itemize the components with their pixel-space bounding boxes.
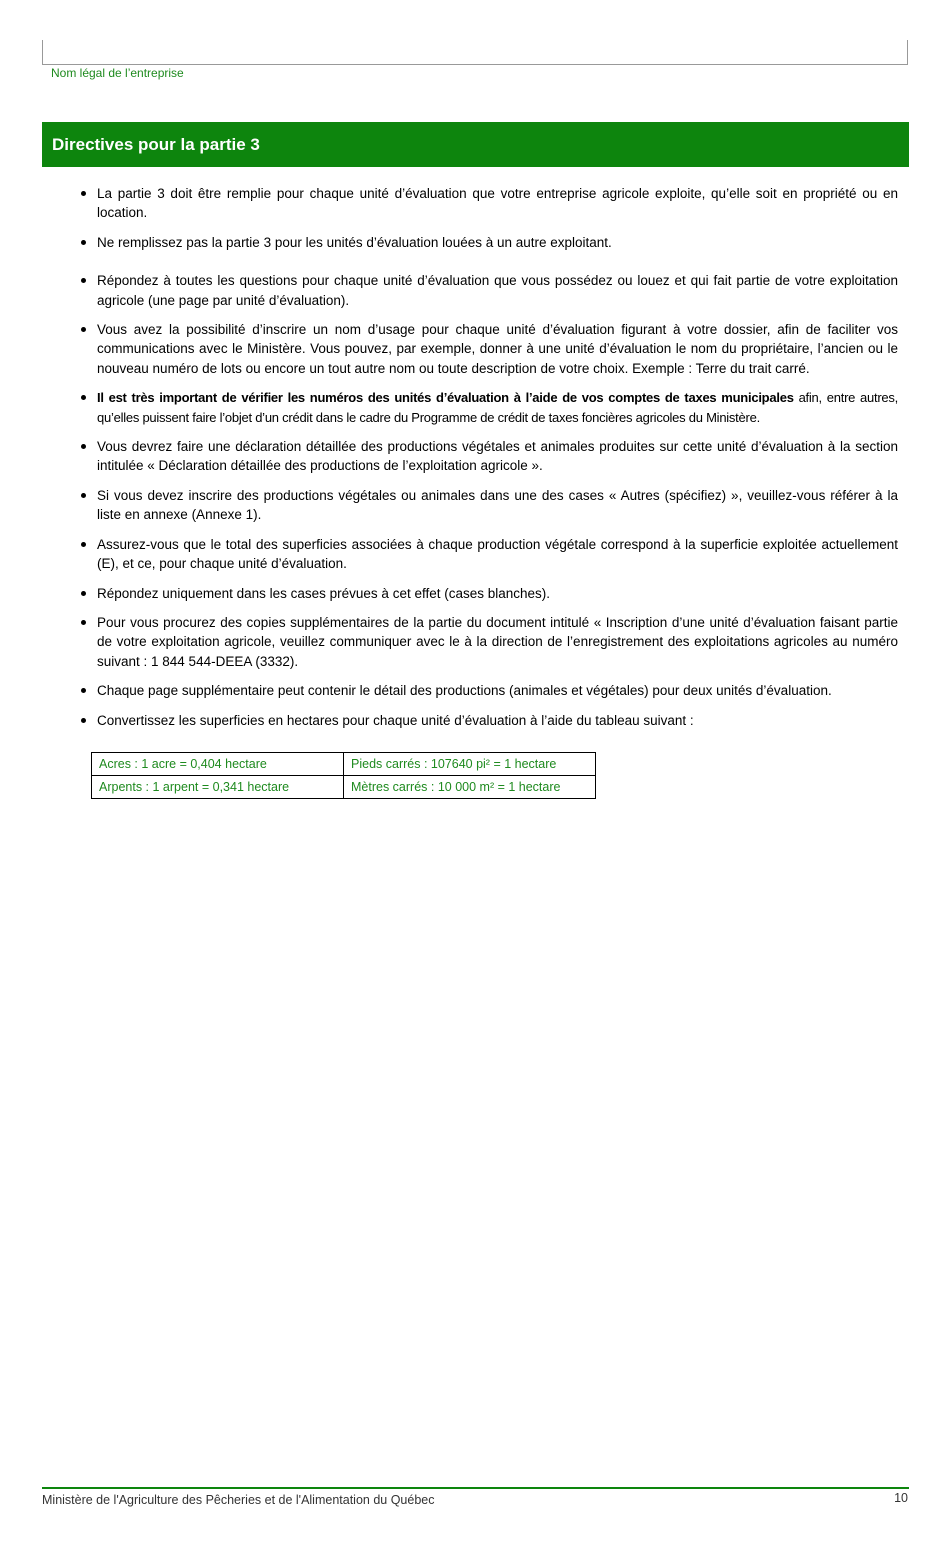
section-title: Directives pour la partie 3: [52, 135, 260, 154]
list-item: Si vous devez inscrire des productions végétales ou animales dans une des cases « Autres (spécifiez) », veuillez-vous référer à la liste en annexe (Annexe 1).: [80, 486, 898, 525]
table-cell: Pieds carrés : 107640 pi² = 1 hectare: [344, 753, 596, 776]
company-name-label: Nom légal de l’entreprise: [51, 66, 184, 80]
important-notice-rest: afin, entre autres, qu’elles puissent faire l’objet d’un crédit dans le cadre du Programme de crédit de taxes foncières agricoles du Ministère.: [97, 390, 899, 425]
table-cell: Acres : 1 acre = 0,404 hectare: [92, 753, 344, 776]
list-item: [80, 388, 898, 427]
list-item: Assurez-vous que le total des superficies associées à chaque production végétale correspond à la superficie exploitée actuellement (E), et ce, pour chaque unité d’évaluation.: [80, 535, 898, 574]
table-row: [92, 776, 596, 799]
conversion-table: [91, 752, 596, 799]
section-header: [42, 122, 909, 167]
footer-divider: [42, 1487, 909, 1489]
directives-list: [80, 184, 898, 740]
list-item: Convertissez les superficies en hectares pour chaque unité d’évaluation à l’aide du tableau suivant :: [80, 711, 898, 730]
table-cell: Mètres carrés : 10 000 m² = 1 hectare: [344, 776, 596, 799]
list-item: Vous devrez faire une déclaration détaillée des productions végétales et animales produites sur cette unité d’évaluation à la section intitulée « Déclaration détaillée des productions de l’exploitation agricole ».: [80, 437, 898, 476]
page-number: 10: [894, 1491, 908, 1505]
list-item: La partie 3 doit être remplie pour chaque unité d’évaluation que votre entreprise agricole exploite, qu’elle soit en propriété ou en location.: [80, 184, 898, 223]
company-name-field[interactable]: [42, 40, 908, 65]
list-item: Répondez à toutes les questions pour chaque unité d’évaluation que vous possédez ou louez et qui fait partie de votre exploitation agricole (une page par unité d’évaluation).: [80, 271, 898, 310]
list-item: Chaque page supplémentaire peut contenir le détail des productions (animales et végétales) pour deux unités d’évaluation.: [80, 681, 898, 700]
table-cell: Arpents : 1 arpent = 0,341 hectare: [92, 776, 344, 799]
table-row: [92, 753, 596, 776]
footer-ministry: Ministère de l'Agriculture des Pêcheries et de l'Alimentation du Québec: [42, 1493, 435, 1507]
list-item: Pour vous procurez des copies supplémentaires de la partie du document intitulé « Inscription d’une unité d’évaluation faisant partie de votre exploitation agricole, veuillez communiquer avec le à la direction de l’enregistrement des exploitations agricoles au numéro suivant : 1 844 544-DEEA (3332).: [80, 613, 898, 671]
list-item: Répondez uniquement dans les cases prévues à cet effet (cases blanches).: [80, 584, 898, 603]
list-item: Ne remplissez pas la partie 3 pour les unités d’évaluation louées à un autre exploitant.: [80, 233, 898, 252]
important-notice: Il est très important de vérifier les numéros des unités d’évaluation à l’aide de vos comptes de taxes municipales: [97, 390, 794, 406]
list-item: Vous avez la possibilité d’inscrire un nom d’usage pour chaque unité d’évaluation figurant à votre dossier, afin de faciliter vos communications avec le Ministère. Vous pouvez, par exemple, donner à une unité d’évaluation le nom du propriétaire, l’ancien ou le nouveau numéro de lots ou encore un tout autre nom ou toute description de votre choix. Exemple : Terre du trait carré.: [80, 320, 898, 378]
